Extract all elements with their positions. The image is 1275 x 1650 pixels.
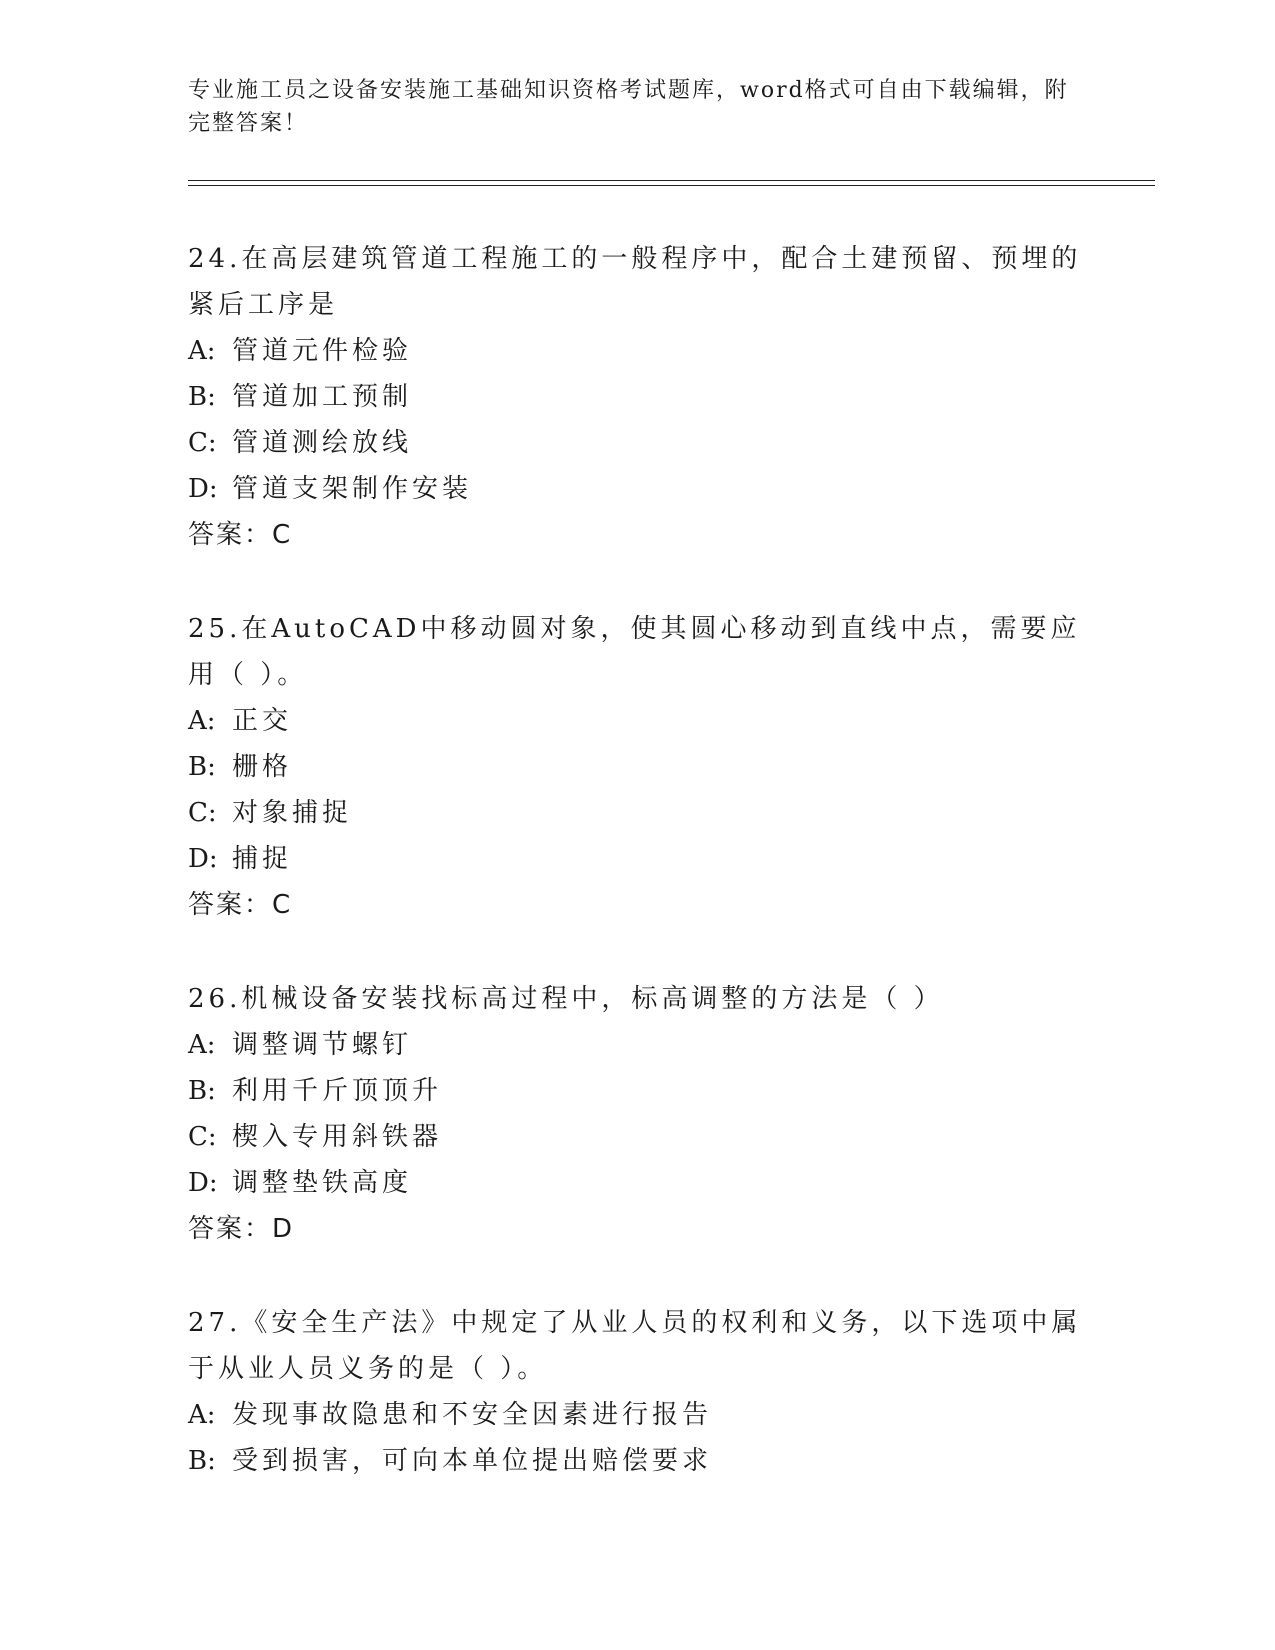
option-text: 管道测绘放线 <box>232 428 413 458</box>
option-letter: A: <box>188 336 216 366</box>
option-letter: C: <box>188 428 217 458</box>
option-letter: A: <box>188 1030 216 1060</box>
answer-line: 答案：C <box>188 890 293 920</box>
option-text: 楔入专用斜铁器 <box>232 1122 443 1152</box>
option-letter: D: <box>188 844 218 874</box>
header-divider-top <box>188 180 1155 181</box>
question-27 <box>188 1300 1088 1484</box>
option-letter: A: <box>188 1400 216 1430</box>
option-letter: A: <box>188 706 216 736</box>
option-b <box>188 744 1088 790</box>
option-letter: C: <box>188 798 217 828</box>
option-text: 调整调节螺钉 <box>232 1030 413 1060</box>
option-c <box>188 1114 1088 1160</box>
question-stem: 26.机械设备安装找标高过程中，标高调整的方法是（ ） <box>188 984 944 1014</box>
option-text: 栅格 <box>232 752 293 782</box>
option-letter: B: <box>188 1076 216 1106</box>
option-a <box>188 698 1088 744</box>
question-stem: 25.在AutoCAD中移动圆对象，使其圆心移动到直线中点，需要应用（ ）。 <box>188 614 1081 690</box>
option-a <box>188 1022 1088 1068</box>
option-b <box>188 1068 1088 1114</box>
option-a <box>188 328 1088 374</box>
option-text: 管道支架制作安装 <box>232 474 473 504</box>
option-letter: C: <box>188 1122 217 1152</box>
option-b <box>188 1438 1088 1484</box>
option-letter: B: <box>188 382 216 412</box>
question-25 <box>188 606 1088 928</box>
answer-line: 答案：C <box>188 520 293 550</box>
option-c <box>188 420 1088 466</box>
question-stem: 27.《安全生产法》中规定了从业人员的权利和义务，以下选项中属于从业人员义务的是（ ）。 <box>188 1308 1082 1384</box>
answer-line: 答案：D <box>188 1214 295 1244</box>
option-letter: D: <box>188 1168 218 1198</box>
option-text: 管道加工预制 <box>232 382 413 412</box>
option-d <box>188 1160 1088 1206</box>
option-b <box>188 374 1088 420</box>
header-divider-bottom <box>188 185 1155 186</box>
option-c <box>188 790 1088 836</box>
question-26 <box>188 976 1088 1252</box>
option-d <box>188 836 1088 882</box>
option-d <box>188 466 1088 512</box>
option-text: 受到损害，可向本单位提出赔偿要求 <box>232 1446 713 1476</box>
question-stem: 24.在高层建筑管道工程施工的一般程序中，配合土建预留、预埋的紧后工序是 <box>188 244 1082 320</box>
question-24 <box>188 236 1088 558</box>
option-text: 正交 <box>232 706 293 736</box>
option-text: 捕捉 <box>232 844 293 874</box>
option-text: 管道元件检验 <box>232 336 413 366</box>
option-text: 发现事故隐患和不安全因素进行报告 <box>232 1400 713 1430</box>
option-letter: B: <box>188 1446 216 1476</box>
option-letter: B: <box>188 752 216 782</box>
option-text: 利用千斤顶顶升 <box>232 1076 443 1106</box>
option-a <box>188 1392 1088 1438</box>
option-text: 对象捕捉 <box>232 798 353 828</box>
option-letter: D: <box>188 474 218 504</box>
option-text: 调整垫铁高度 <box>232 1168 413 1198</box>
question-list <box>188 236 1088 1532</box>
document-header: 专业施工员之设备安装施工基础知识资格考试题库，word格式可自由下载编辑，附完整答案！ <box>188 78 1069 136</box>
